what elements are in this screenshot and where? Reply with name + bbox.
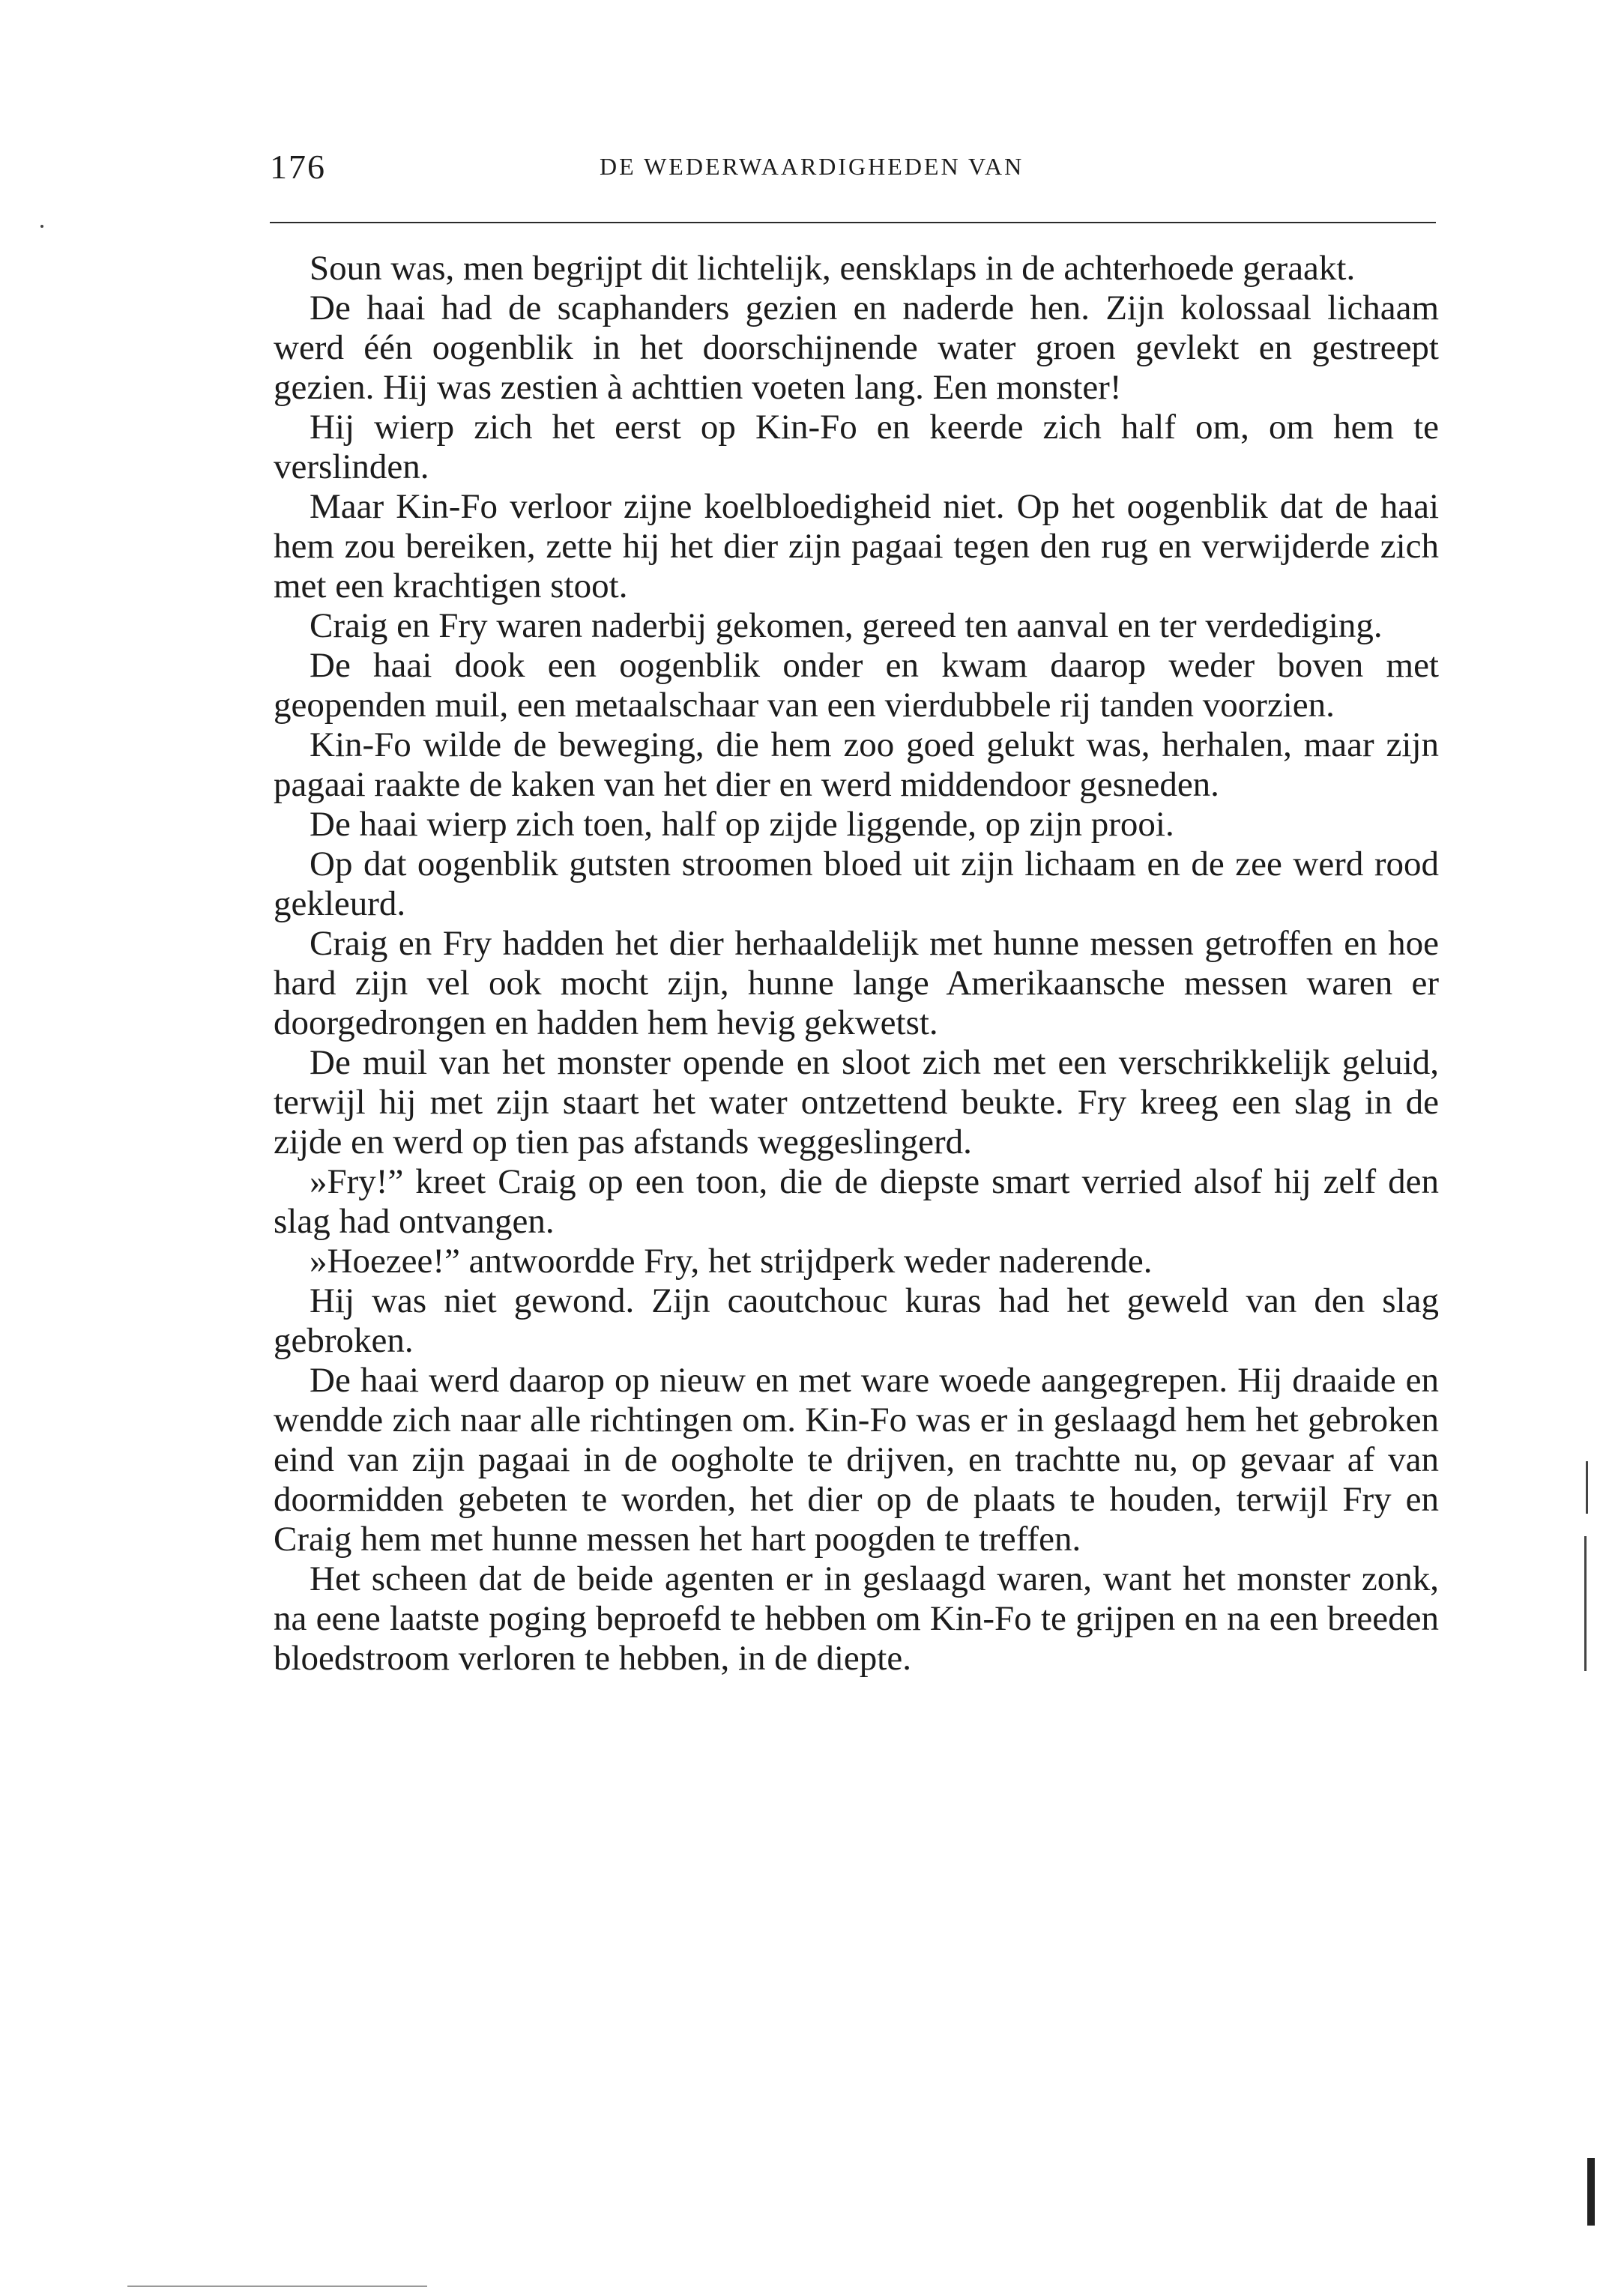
- paragraph-15: De haai werd daarop op nieuw en met ware woede aangegrepen. Hij draaide en wendde zich naar alle richtingen om. Kin-Fo was er in geslaagd hem het gebroken eind van zijn pagaai in de oogholte te drijven, en trachtte nu, op gevaar af van doormidden gebeten te worden, het dier op de plaats te houden, terwijl Fry en Craig hem met hunne messen het hart poogden te treffen.: [274, 1361, 1439, 1559]
- paragraph-1: Soun was, men begrijpt dit lichtelijk, eensklaps in de achterhoede geraakt.: [310, 249, 1356, 288]
- body-text: [274, 249, 1439, 1679]
- paragraph-14: Hij was niet gewond. Zijn caoutchouc kuras had het geweld van den slag gebroken.: [274, 1281, 1439, 1360]
- paragraph-2: De haai had de scaphanders gezien en naderde hen. Zijn kolossaal lichaam werd één oogenblik in het doorschijnende water groen gevlekt en gestreept gezien. Hij was zestien à achttien voeten lang. Een monster!: [274, 288, 1439, 407]
- paragraph-12: »Fry!” kreet Craig op een toon, die de diepste smart verried alsof hij zelf den slag had ontvangen.: [274, 1162, 1439, 1241]
- paragraph-4: Maar Kin-Fo verloor zijne koelbloedigheid niet. Op het oogenblik dat de haai hem zou bereiken, zette hij het dier zijn pagaai tegen den rug en verwijderde zich met een krachtigen stoot.: [274, 487, 1439, 605]
- paragraph-5: Craig en Fry waren naderbij gekomen, gereed ten aanval en ter verdediging.: [310, 606, 1383, 645]
- paragraph-9: Op dat oogenblik gutsten stroomen bloed uit zijn lichaam en de zee werd rood gekleurd.: [274, 845, 1439, 923]
- scan-mark-right-3: [1587, 2158, 1595, 2226]
- scan-mark-right-2: [1584, 1536, 1587, 1671]
- scan-mark-bottom: [127, 2286, 427, 2287]
- paragraph-11: De muil van het monster opende en sloot zich met een verschrikkelijk geluid, terwijl hij met zijn staart het water ontzettend beukte. Fry kreeg een slag in de zijde en werd op tien pas afstands weggeslingerd.: [274, 1043, 1439, 1161]
- header-rule: [270, 222, 1436, 223]
- paragraph-13: »Hoezee!” antwoordde Fry, het strijdperk weder naderende.: [310, 1242, 1153, 1281]
- paragraph-16: Het scheen dat de beide agenten er in geslaagd waren, want het monster zonk, na eene laatste poging beproefd te hebben om Kin-Fo te grijpen en na een breeden bloedstroom verloren te hebben, in de diepte.: [274, 1559, 1439, 1678]
- paragraph-6: De haai dook een oogenblik onder en kwam daarop weder boven met geopenden muil, een metaalschaar van een vierdubbele rij tanden voorzien.: [274, 646, 1439, 725]
- page-header: [270, 147, 1439, 192]
- paragraph-8: De haai wierp zich toen, half op zijde liggende, op zijn prooi.: [310, 805, 1174, 844]
- running-head: DE WEDERWAARDIGHEDEN VAN: [600, 153, 1024, 180]
- scan-mark-right-1: [1586, 1461, 1588, 1514]
- paragraph-3: Hij wierp zich het eerst op Kin-Fo en keerde zich half om, om hem te verslinden.: [274, 408, 1439, 486]
- paragraph-10: Craig en Fry hadden het dier herhaaldelijk met hunne messen getroffen en hoe hard zijn vel ook mocht zijn, hunne lange Amerikaansche messen waren er doorgedrongen en hadden hem hevig gekwetst.: [274, 924, 1439, 1042]
- scan-dot-left: [40, 225, 43, 228]
- paragraph-7: Kin-Fo wilde de beweging, die hem zoo goed gelukt was, herhalen, maar zijn pagaai raakte de kaken van het dier en werd middendoor gesneden.: [274, 725, 1439, 804]
- page-number: 176: [270, 148, 326, 186]
